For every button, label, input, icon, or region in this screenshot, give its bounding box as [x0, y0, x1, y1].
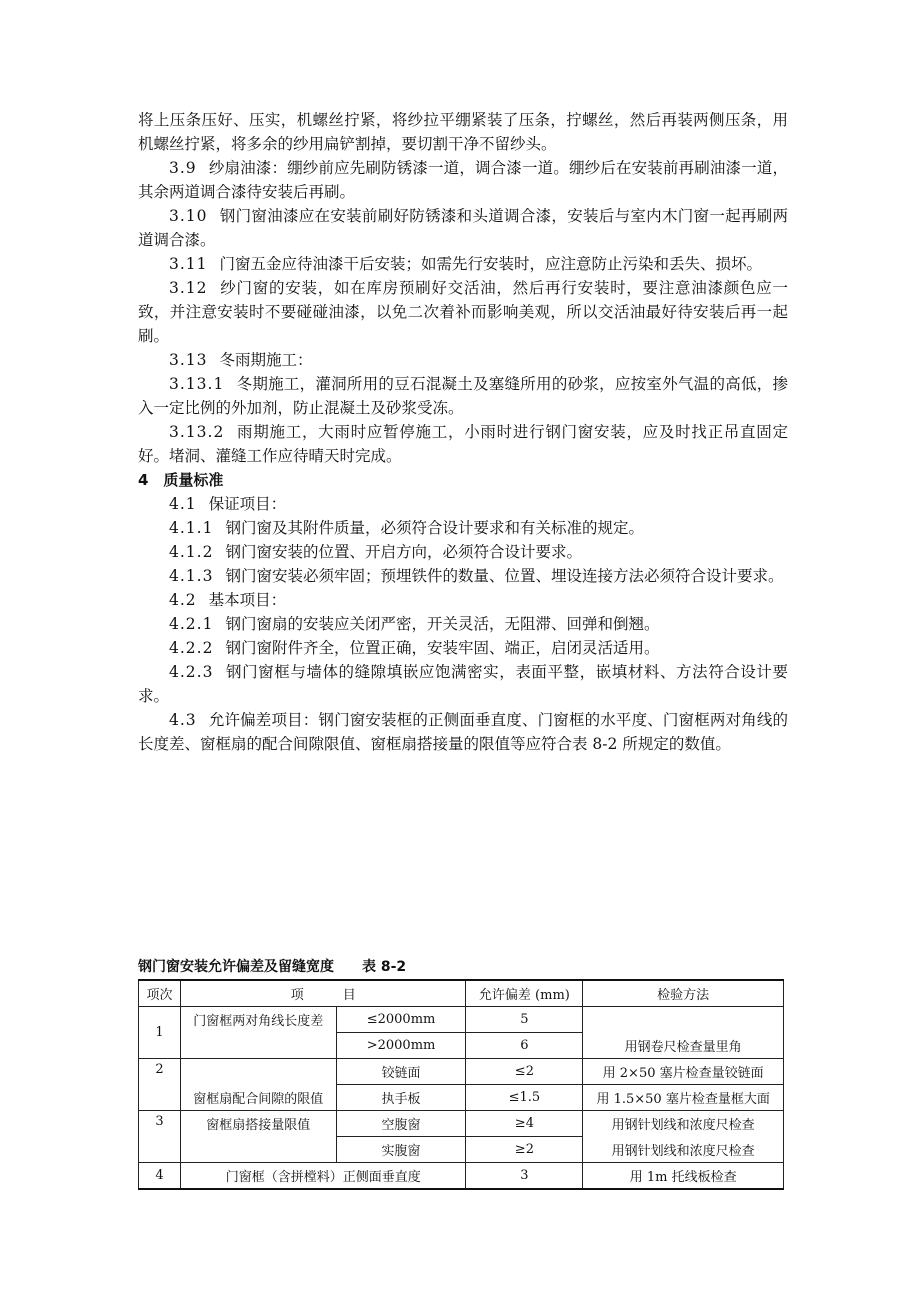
table-caption — [138, 956, 406, 976]
cell-sub: 执手板 — [336, 1085, 466, 1111]
header-no: 项次 — [139, 980, 181, 1007]
cell-method: 用 1m 托线板检查 — [583, 1163, 784, 1190]
table-row — [139, 1163, 784, 1190]
paragraph-3-12: 3.12 纱门窗的安装，如在库房预刷好交活油，然后再行安装时，要注意油漆颜色应一致，并注意安装时不要碰碰油漆，以免二次着补而影响美观，所以交活油最好待安装后再一起刷。 — [138, 279, 788, 345]
paragraph-3-9: 3.9 纱扇油漆：绷纱前应先刷防锈漆一道，调合漆一道。绷纱后在安装前再刷油漆一道，其余两道调合漆待安装后再刷。 — [138, 159, 788, 201]
paragraph-4-1: 4.1 保证项目： — [169, 495, 287, 513]
table-row — [139, 1111, 784, 1137]
cell-value: ≥2 — [466, 1137, 583, 1163]
paragraph-4-2-2: 4.2.2 钢门窗附件齐全，位置正确，安装牢固、端正，启闭灵活适用。 — [169, 639, 660, 657]
paragraph: 将上压条压好、压实，机螺丝拧紧，将纱拉平绷紧装了压条，拧螺丝，然后再装两侧压条，用机螺丝拧紧，将多余的纱用扁铲割掉，要切割干净不留纱头。 — [138, 111, 788, 153]
tolerance-table — [138, 979, 784, 1190]
cell-no: 1 — [139, 1007, 181, 1059]
header-tolerance: 允许偏差 (mm) — [466, 980, 583, 1007]
paragraph-4-1-2: 4.1.2 钢门窗安装的位置、开启方向，必须符合设计要求。 — [169, 543, 582, 561]
cell-method: 用 1.5×50 塞片检查量框大面 — [583, 1085, 784, 1111]
paragraph-4-2-1: 4.2.1 钢门窗扇的安装应关闭严密，开关灵活，无阻滞、回弹和倒翘。 — [169, 615, 660, 633]
header-item: 项 目 — [180, 980, 466, 1007]
cell-value: ≤2 — [466, 1059, 583, 1085]
cell-value: ≥4 — [466, 1111, 583, 1137]
cell-method: 用钢针划线和浓度尺检查 — [583, 1137, 784, 1163]
cell-sub: 铰链面 — [336, 1059, 466, 1085]
cell-item: 窗框扇搭接量限值 — [180, 1111, 336, 1163]
paragraph-4-1-1: 4.1.1 钢门窗及其附件质量，必须符合设计要求和有关标准的规定。 — [169, 519, 644, 537]
cell-item: 窗框扇配合间隙的限值 — [180, 1059, 336, 1111]
header-method: 检验方法 — [583, 980, 784, 1007]
cell-item: 门窗框（含拼樘料）正侧面垂直度 — [180, 1163, 466, 1190]
cell-method: 用钢卷尺检查量里角 — [583, 1007, 784, 1059]
paragraph-4-2: 4.2 基本项目： — [169, 591, 287, 609]
cell-value: ≤1.5 — [466, 1085, 583, 1111]
cell-method: 用钢针划线和浓度尺检查 — [583, 1111, 784, 1137]
cell-sub: ≤2000mm — [336, 1007, 466, 1033]
document-body — [138, 108, 788, 756]
section-heading-4: 4 质量标准 — [138, 471, 224, 489]
paragraph-4-2-3: 4.2.3 钢门窗框与墙体的缝隙填嵌应饱满密实，表面平整，嵌填材料、方法符合设计要求。 — [138, 663, 788, 705]
table-number: 表 8-2 — [362, 959, 407, 975]
paragraph-4-3: 4.3 允许偏差项目：钢门窗安装框的正侧面垂直度、门窗框的水平度、门窗框两对角线的长度差、窗框扇的配合间隙限值、窗框扇搭接量的限值等应符合表 8-2 所规定的数值。 — [138, 711, 788, 753]
cell-method: 用 2×50 塞片检查量铰链面 — [583, 1059, 784, 1085]
cell-no: 4 — [139, 1163, 181, 1190]
table-header-row — [139, 980, 784, 1007]
cell-item: 门窗框两对角线长度差 — [180, 1007, 336, 1059]
table-title: 钢门窗安装允许偏差及留缝宽度 — [138, 959, 334, 975]
cell-sub: 实腹窗 — [336, 1137, 466, 1163]
cell-value: 6 — [466, 1033, 583, 1059]
paragraph-3-10: 3.10 钢门窗油漆应在安装前刷好防锈漆和头道调合漆，安装后与室内木门窗一起再刷两道调合漆。 — [138, 207, 788, 249]
table-row — [139, 1007, 784, 1033]
table-row — [139, 1059, 784, 1085]
cell-sub: 空腹窗 — [336, 1111, 466, 1137]
cell-value: 5 — [466, 1007, 583, 1033]
cell-no: 2 — [139, 1059, 181, 1111]
paragraph-3-13-1: 3.13.1 冬期施工，灌洞所用的豆石混凝土及塞缝所用的砂浆，应按室外气温的高低，掺入一定比例的外加剂，防止混凝土及砂浆受冻。 — [138, 375, 788, 417]
paragraph-3-11: 3.11 门窗五金应待油漆干后安装；如需先行安装时，应注意防止污染和丢失、损坏。 — [169, 255, 763, 273]
paragraph-3-13-2: 3.13.2 雨期施工，大雨时应暂停施工，小雨时进行钢门窗安装，应及时找正吊直固定好。堵洞、灌缝工作应待晴天时完成。 — [138, 423, 788, 465]
paragraph-3-13: 3.13 冬雨期施工： — [169, 351, 313, 369]
paragraph-4-1-3: 4.1.3 钢门窗安装必须牢固；预埋铁件的数量、位置、埋设连接方法必须符合设计要求。 — [169, 567, 784, 585]
cell-sub: >2000mm — [336, 1033, 466, 1059]
cell-no: 3 — [139, 1111, 181, 1163]
cell-value: 3 — [466, 1163, 583, 1190]
